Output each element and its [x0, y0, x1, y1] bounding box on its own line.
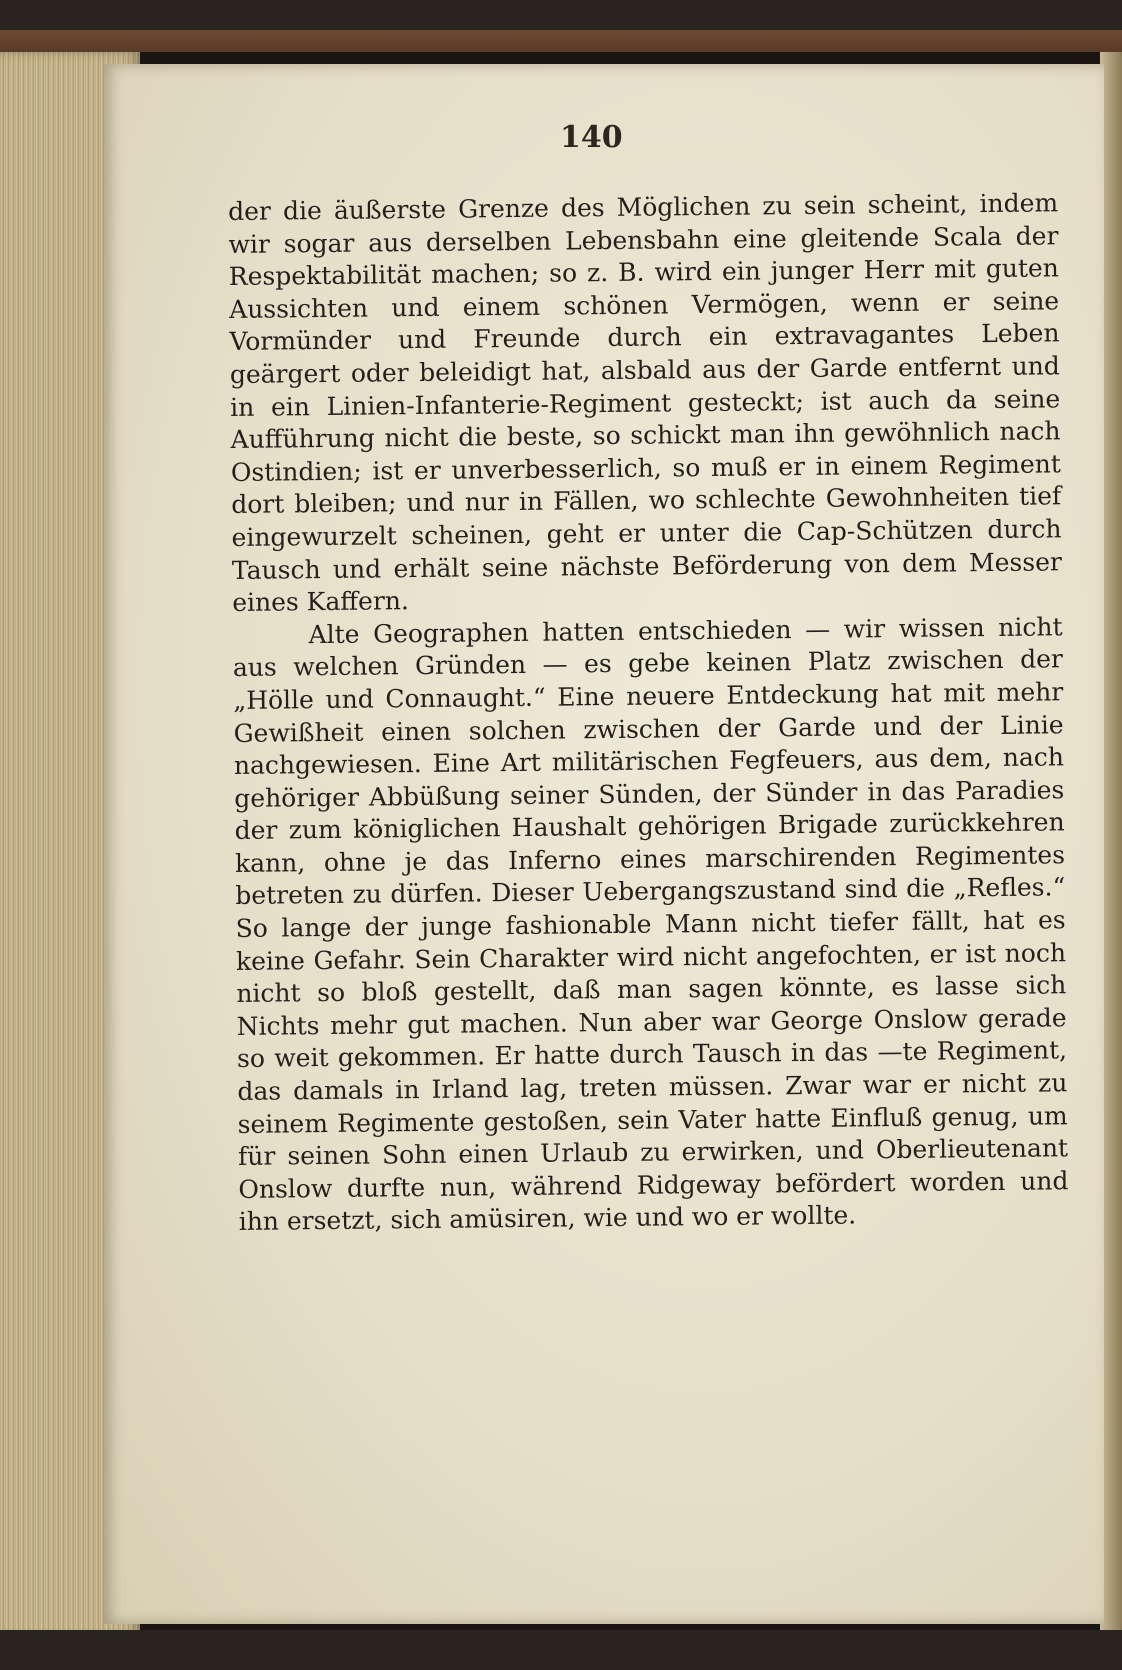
paragraph-2: Alte Geographen hatten entschieden — wir wissen nicht aus welchen Gründen — es gebe keinen Platz zwischen der „Hölle und Connaught.“ Eine neuere Entdeckung hat mit mehr Gewißheit einen solchen zwischen der Garde und der Linie nachgewiesen. Eine Art militärischen Fegfeuers, aus dem, nach gehöriger Abbüßung seiner Sünden, der Sünder in das Paradies der zum königlichen Haushalt gehörigen Brigade zurückkehren kann, ohne je das Inferno eines marschirenden Regimentes betreten zu dürfen. Dieser Uebergangszustand sind die „Refles.“ So lange der junge fashionable Mann nicht tiefer fällt, hat es keine Gefahr. Sein Charakter wird nicht angefochten, er ist noch nicht so bloß gestellt, daß man sagen könnte, es lasse sich Nichts mehr gut machen. Nun aber war George Onslow gerade so weit gekommen. Er hatte durch Tausch in das —te Regiment, das damals in Irland lag, treten müssen. Zwar war er nicht zu seinem Regimente gestoßen, sein Vater hatte Einfluß genug, um für seinen Sohn einen Urlaub zu erwirken, und Oberlieutenant Onslow durfte nun, während Ridgeway befördert worden und ihn ersetzt, sich amüsiren, wie und wo er wollte. [232, 612, 1069, 1237]
paragraph-1: der die äußerste Grenze des Möglichen zu sein scheint, indem wir sogar aus derselben Lebensbahn eine gleitende Scala der Respektabilität machen; so z. B. wird ein junger Herr mit guten Aussichten und einem schönen Vermögen, wenn er seine Vormünder und Freunde durch ein extravagantes Leben geärgert oder beleidigt hat, alsbald aus der Garde entfernt und in ein Linien-Infanterie-Regiment gesteckt; ist auch da seine Aufführung nicht die beste, so schickt man ihn gewöhnlich nach Ostindien; ist er unverbesserlich, so muß er in einem Regiment dort bleiben; und nur in Fällen, wo schlechte Gewohnheiten tief eingewurzelt scheinen, geht er unter die Cap-Schützen durch Tausch und erhält seine nächste Beförderung von dem Messer eines Kaffern. [228, 188, 1063, 618]
book-cover-edge [0, 30, 1122, 52]
page-number: 140 [560, 120, 623, 155]
body-text [228, 187, 1069, 1239]
background-top [0, 0, 1122, 30]
background-bottom [0, 1630, 1122, 1670]
